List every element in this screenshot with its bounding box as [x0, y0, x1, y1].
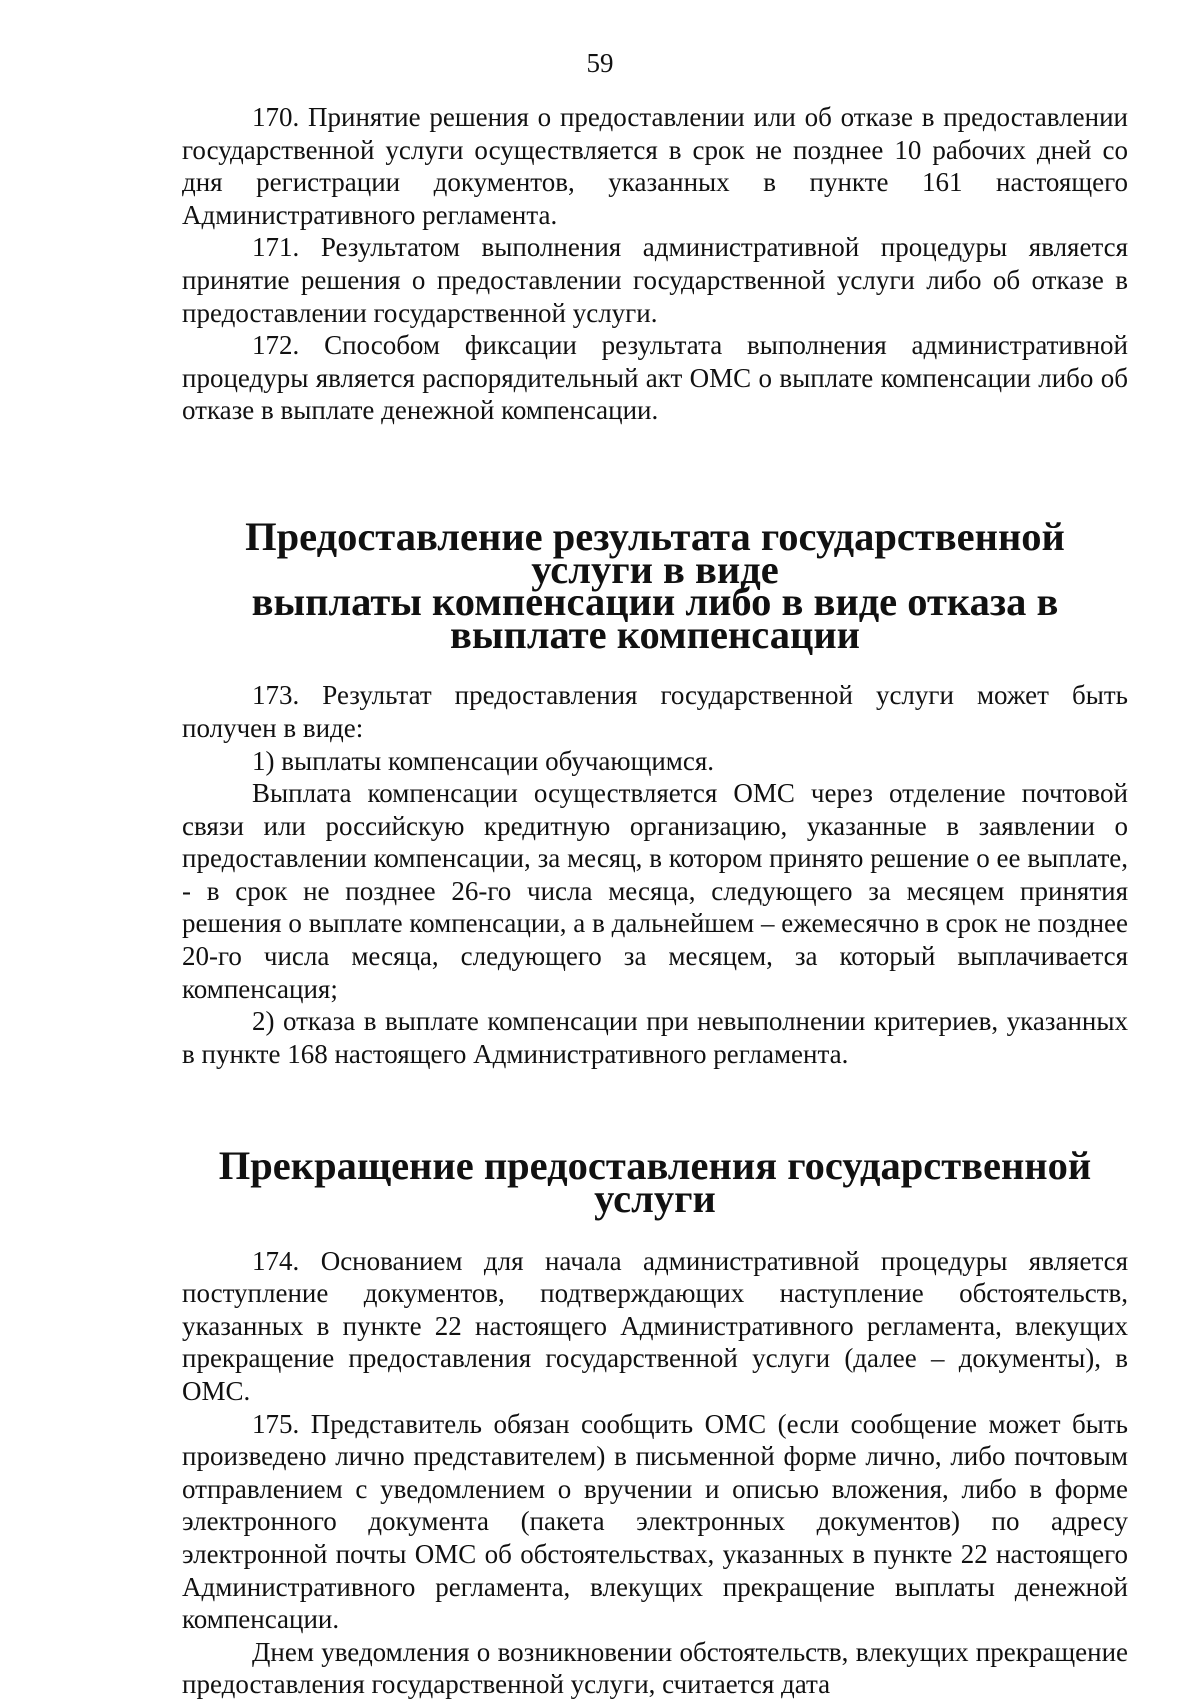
document-body — [182, 101, 1128, 1701]
paragraph-173-item-1: 1) выплаты компенсации обучающимся. — [252, 745, 715, 776]
paragraph-173-payment: Выплата компенсации осуществляется ОМС через отделение почтовой связи или российскую кредитную организацию, указанные в заявлении о предоставлении компенсации, за месяц, в котором принято решение о ее выплате, - в срок не позднее 26-го числа месяца, следующего за месяцем принятия решения о выплате компенсации, а в дальнейшем – ежемесячно в срок не позднее 20-го числа месяца, следующего за месяцем, за который выплачивается компенсация; — [182, 778, 1128, 1004]
paragraph-174: 174. Основанием для начала административной процедуры является поступление документов, подтверждающих наступление обстоятельств, указанных в пункте 22 настоящего Административного регламента, влекущих прекращение предоставления государственной услуги (далее – документы), в ОМС. — [182, 1245, 1128, 1406]
section-heading-line-1: Предоставление результата государственной услуги в виде — [245, 513, 1065, 592]
paragraph-173-item-2: 2) отказа в выплате компенсации при невыполнении критериев, указанных в пункте 168 настоящего Административного регламента. — [182, 1006, 1128, 1069]
section-heading-termination: Прекращение предоставления государственной услуги — [218, 1143, 1092, 1222]
paragraph-175: 175. Представитель обязан сообщить ОМС (если сообщение может быть произведено лично представителем) в письменной форме лично, либо почтовым отправлением с уведомлением о вручении и описью вложения, либо в форме электронного документа (пакета электронных документов) по адресу электронной почты ОМС об обстоятельствах, указанных в пункте 22 настоящего Административного регламента, влекущих прекращение выплаты денежной компенсации. — [182, 1408, 1128, 1635]
paragraph-172: 172. Способом фиксации результата выполнения административной процедуры является распорядительный акт ОМС о выплате компенсации либо об отказе в выплате денежной компенсации. — [182, 330, 1128, 426]
section-heading-result-provision — [182, 513, 1128, 657]
paragraph-170: 170. Принятие решения о предоставлении или об отказе в предоставлении государственной услуги осуществляется в срок не позднее 10 рабочих дней со дня регистрации документов, указанных в пункте 161 настоящего Административного регламента. — [182, 102, 1128, 230]
paragraph-173: 173. Результат предоставления государственной услуги может быть получен в виде: — [182, 680, 1128, 743]
paragraph-175-notification-date: Днем уведомления о возникновении обстоятельств, влекущих прекращение предоставления государственной услуги, считается дата — [182, 1636, 1128, 1700]
page-number: 59 — [586, 48, 614, 78]
section-heading-line-2: выплаты компенсации либо в виде отказа в выплате компенсации — [251, 579, 1059, 657]
paragraph-171: 171. Результатом выполнения административной процедуры является принятие решения о предоставлении государственной услуги либо об отказе в предоставлении государственной услуги. — [182, 232, 1128, 328]
